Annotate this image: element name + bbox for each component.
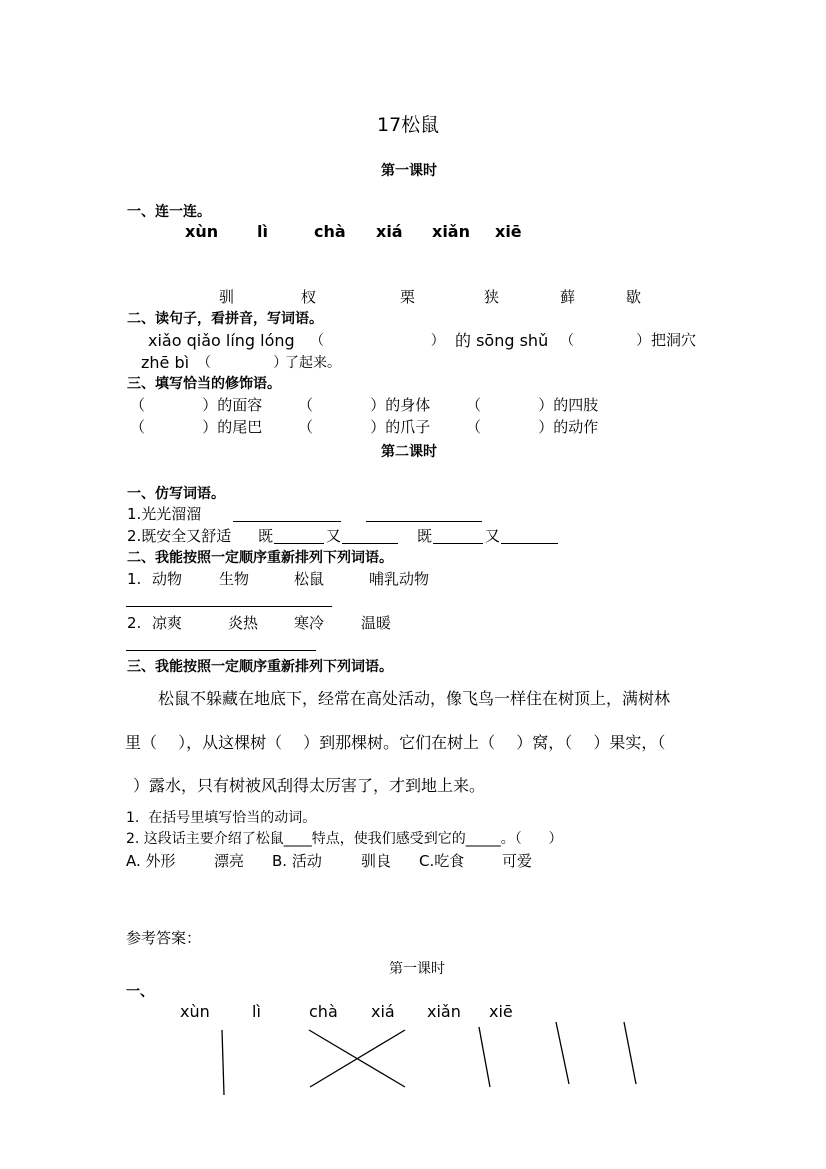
char-item: 杈 bbox=[301, 288, 317, 306]
answer-blank: （ ） bbox=[560, 333, 651, 349]
pinyin-phrase: 的 sōng shǔ bbox=[455, 331, 549, 350]
lesson1-q2-title: 二、读句子，看拼音，写词语。 bbox=[127, 311, 323, 327]
char-item: 栗 bbox=[400, 288, 416, 306]
lesson2-heading: 第二课时 bbox=[381, 444, 437, 460]
char-item: 驯 bbox=[219, 288, 235, 306]
passage-line: ）露水，只有树被风刮得太厉害了，才到地上来。 bbox=[133, 776, 486, 795]
order-word: 松鼠 bbox=[294, 570, 325, 588]
lesson1-heading: 第一课时 bbox=[381, 163, 437, 179]
pinyin-item: xùn bbox=[185, 222, 219, 241]
lesson2-q1-title: 一、仿写词语。 bbox=[127, 486, 225, 502]
option-item: 驯良 bbox=[361, 852, 392, 870]
pinyin-phrase: xiǎo qiǎo líng lóng bbox=[148, 331, 295, 350]
sentence-text: 把洞穴 bbox=[651, 331, 697, 349]
order-word: 哺乳动物 bbox=[369, 570, 430, 588]
page-title: 17松鼠 bbox=[377, 114, 440, 136]
answer-pinyin: xiǎn bbox=[427, 1002, 461, 1021]
modifier-item: （ ）的尾巴 bbox=[130, 418, 263, 436]
pinyin-item: xiá bbox=[376, 222, 403, 241]
imitate-word: 又 bbox=[326, 527, 342, 545]
modifier-item: （ ）的四肢 bbox=[466, 396, 599, 414]
sub-question-2: 2. 这段话主要介绍了松鼠____特点，使我们感受到它的_____。（ ） bbox=[126, 831, 563, 847]
option-item: B. 活动 bbox=[272, 852, 322, 870]
answer-blank: （ ） bbox=[197, 355, 288, 371]
order-word: 炎热 bbox=[228, 614, 259, 632]
option-item: C.吃食 bbox=[419, 852, 465, 870]
option-item: 可爱 bbox=[502, 852, 533, 870]
pinyin-item: lì bbox=[257, 222, 268, 241]
order-word: 寒冷 bbox=[294, 614, 325, 632]
pinyin-item: chà bbox=[314, 222, 346, 241]
lesson2-q2-title: 二、我能按照一定顺序重新排列下列词语。 bbox=[127, 550, 393, 566]
connect-line bbox=[479, 1027, 490, 1087]
answer-pinyin: lì bbox=[252, 1002, 261, 1021]
answer-pinyin: xiē bbox=[489, 1002, 513, 1021]
order-word: 生物 bbox=[219, 570, 250, 588]
lesson2-q3-title: 三、我能按照一定顺序重新排列下列词语。 bbox=[127, 659, 393, 675]
imitate-word: 又 bbox=[485, 527, 501, 545]
char-item: 歇 bbox=[626, 288, 642, 306]
option-item: 漂亮 bbox=[214, 852, 245, 870]
sentence-text: 了起来。 bbox=[285, 355, 341, 371]
modifier-item: （ ）的动作 bbox=[466, 418, 599, 436]
char-item: 藓 bbox=[560, 288, 576, 306]
order-word: 动物 bbox=[152, 570, 183, 588]
lesson1-q1-title: 一、连一连。 bbox=[127, 204, 211, 220]
answer-pinyin: chà bbox=[309, 1002, 338, 1021]
char-item: 狭 bbox=[484, 288, 500, 306]
sub-question-1: 1. 在括号里填写恰当的动词。 bbox=[126, 810, 317, 826]
answers-heading: 参考答案： bbox=[126, 929, 202, 947]
modifier-item: （ ）的面容 bbox=[130, 396, 263, 414]
pinyin-item: xiǎn bbox=[432, 222, 470, 241]
pinyin-item: xiē bbox=[495, 222, 522, 241]
answer-pinyin: xiá bbox=[371, 1002, 395, 1021]
order-item-num: 2. bbox=[127, 614, 142, 632]
passage-line: 松鼠不躲藏在地底下，经常在高处活动，像飞鸟一样住在树顶上，满树林 bbox=[158, 689, 671, 708]
connect-line bbox=[222, 1030, 224, 1095]
answer-blank: （ ） bbox=[310, 333, 445, 349]
connect-line bbox=[624, 1022, 636, 1084]
order-item-num: 1. bbox=[127, 570, 142, 588]
answers-lesson-heading: 第一课时 bbox=[389, 961, 445, 977]
imitate-word: 既 bbox=[417, 527, 433, 545]
order-word: 凉爽 bbox=[152, 614, 183, 632]
pinyin-phrase: zhē bì bbox=[141, 353, 190, 372]
imitate-item-2: 2.既安全又舒适 bbox=[127, 527, 232, 545]
modifier-item: （ ）的身体 bbox=[298, 396, 431, 414]
passage-line: 里（ ），从这棵树（ ）到那棵树。它们在树上（ ）窝，（ ）果实，（ bbox=[125, 733, 666, 752]
lesson1-q3-title: 三、填写恰当的修饰语。 bbox=[127, 376, 281, 392]
connect-line bbox=[556, 1022, 569, 1084]
imitate-word: 既 bbox=[258, 527, 274, 545]
imitate-item-1: 1.光光溜溜 bbox=[127, 505, 202, 523]
modifier-item: （ ）的爪子 bbox=[298, 418, 431, 436]
order-word: 温暖 bbox=[361, 614, 392, 632]
answers-section-label: 一、 bbox=[126, 984, 154, 1000]
option-item: A. 外形 bbox=[126, 852, 176, 870]
answer-pinyin: xùn bbox=[180, 1002, 210, 1021]
